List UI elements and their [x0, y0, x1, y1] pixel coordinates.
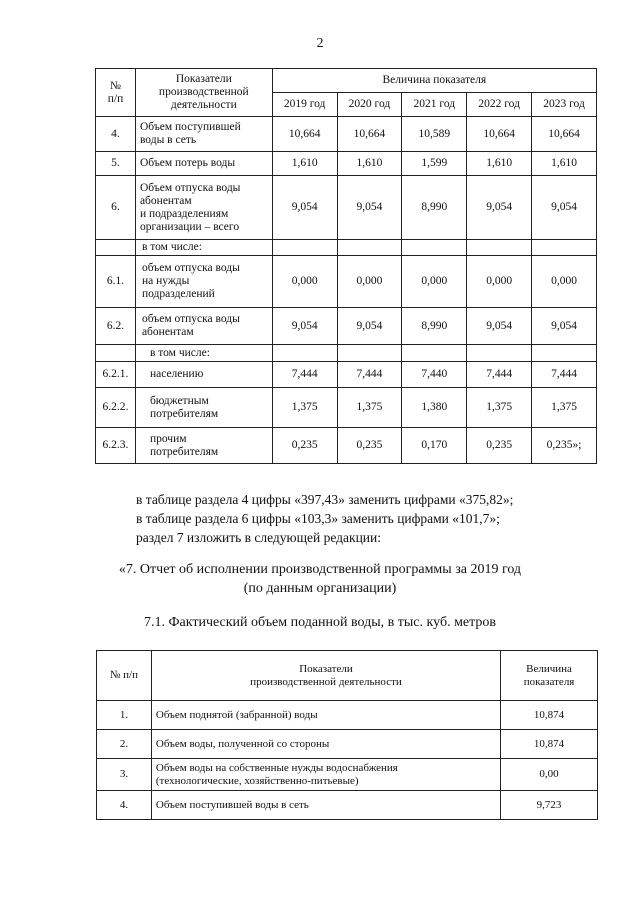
cell-value: 1,375 [337, 388, 402, 428]
table-row [97, 701, 598, 730]
cell-value: 9,054 [337, 176, 402, 240]
row-label: в том числе: [135, 240, 272, 256]
cell-value: 0,000 [467, 256, 532, 308]
header-indicator: Показатели производственной деятельности [151, 651, 500, 701]
amendment-paragraph: в таблице раздела 4 цифры «397,43» заменить цифрами «375,82»; [136, 492, 514, 507]
row-num: 5. [96, 152, 136, 176]
table-row [97, 791, 598, 820]
row-label: Объем воды, полученной со стороны [151, 730, 500, 759]
cell-value [272, 240, 337, 256]
cell-value: 1,599 [402, 152, 467, 176]
table-row [96, 345, 597, 362]
cell-value [402, 345, 467, 362]
cell-value: 9,054 [467, 176, 532, 240]
table-row [96, 308, 597, 345]
cell-value [532, 345, 597, 362]
table-row [97, 730, 598, 759]
cell-value: 1,375 [532, 388, 597, 428]
cell-value: 1,610 [467, 152, 532, 176]
cell-value: 9,054 [532, 176, 597, 240]
row-num: 1. [97, 701, 152, 730]
cell-value: 0,00 [501, 759, 598, 791]
cell-value: 1,375 [467, 388, 532, 428]
cell-value [337, 240, 402, 256]
year-header: 2020 год [337, 93, 402, 117]
table-row [96, 176, 597, 240]
cell-value: 7,444 [532, 362, 597, 388]
row-num: 4. [96, 117, 136, 152]
row-num: 6.2. [96, 308, 136, 345]
table-row [96, 428, 597, 464]
cell-value: 0,000 [272, 256, 337, 308]
cell-value: 0,000 [402, 256, 467, 308]
section-title: «7. Отчет об исполнении производственной программы за 2019 год (по данным организации) [118, 562, 522, 596]
table-row [96, 388, 597, 428]
cell-value [467, 240, 532, 256]
cell-value: 1,610 [337, 152, 402, 176]
cell-value: 9,054 [532, 308, 597, 345]
row-label: прочим потребителям [135, 428, 272, 464]
cell-value: 1,375 [272, 388, 337, 428]
subsection-title: 7.1. Фактический объем поданной воды, в тыс. куб. метров [143, 615, 497, 630]
cell-value: 7,444 [272, 362, 337, 388]
cell-value: 0,000 [532, 256, 597, 308]
cell-value: 10,664 [467, 117, 532, 152]
row-label: Объем воды на собственные нужды водоснабжения (технологические, хозяйственно-питьевые) [151, 759, 500, 791]
row-num: 6.2.2. [96, 388, 136, 428]
row-label: Объем поступившей воды в сеть [151, 791, 500, 820]
cell-value: 0,000 [337, 256, 402, 308]
cell-value: 0,235»; [532, 428, 597, 464]
water-supply-table [96, 650, 598, 820]
cell-value: 8,990 [402, 176, 467, 240]
table-row [96, 117, 597, 152]
row-num: 6.2.3. [96, 428, 136, 464]
table-row [96, 362, 597, 388]
cell-value: 7,444 [337, 362, 402, 388]
header-num: № п/п [97, 651, 152, 701]
cell-value: 10,664 [532, 117, 597, 152]
year-header: 2019 год [272, 93, 337, 117]
cell-value: 9,054 [337, 308, 402, 345]
year-header: 2022 год [467, 93, 532, 117]
row-num: 2. [97, 730, 152, 759]
row-label: Объем поднятой (забранной) воды [151, 701, 500, 730]
cell-value: 0,235 [337, 428, 402, 464]
cell-value: 9,054 [467, 308, 532, 345]
header-value: Величина показателя [501, 651, 598, 701]
cell-value [402, 240, 467, 256]
table-row [96, 256, 597, 308]
row-num: 3. [97, 759, 152, 791]
page-number: 2 [316, 36, 324, 51]
year-header: 2021 год [402, 93, 467, 117]
amendment-paragraph: в таблице раздела 6 цифры «103,3» заменить цифрами «101,7»; [136, 511, 500, 526]
year-header: 2023 год [532, 93, 597, 117]
cell-value: 10,664 [272, 117, 337, 152]
amendment-paragraph: раздел 7 изложить в следующей редакции: [136, 530, 382, 545]
row-num: 4. [97, 791, 152, 820]
row-num [96, 345, 136, 362]
cell-value: 9,054 [272, 308, 337, 345]
cell-value: 9,054 [272, 176, 337, 240]
cell-value: 1,610 [272, 152, 337, 176]
row-label: объем отпуска воды абонентам [135, 308, 272, 345]
table-row [97, 759, 598, 791]
row-label: в том числе: [135, 345, 272, 362]
production-indicators-table [95, 68, 597, 464]
cell-value [337, 345, 402, 362]
cell-value: 10,589 [402, 117, 467, 152]
row-num: 6. [96, 176, 136, 240]
header-num: № п/п [96, 69, 136, 117]
cell-value: 7,440 [402, 362, 467, 388]
row-label: бюджетным потребителям [135, 388, 272, 428]
header-indicator: Показатели производственной деятельности [135, 69, 272, 117]
table-row [96, 240, 597, 256]
row-num: 6.1. [96, 256, 136, 308]
cell-value: 1,610 [532, 152, 597, 176]
cell-value: 7,444 [467, 362, 532, 388]
cell-value: 9,723 [501, 791, 598, 820]
cell-value: 8,990 [402, 308, 467, 345]
row-label: Объем потерь воды [135, 152, 272, 176]
cell-value: 0,170 [402, 428, 467, 464]
cell-value: 0,235 [272, 428, 337, 464]
table-row [96, 152, 597, 176]
row-label: Объем поступившей воды в сеть [135, 117, 272, 152]
header-value: Величина показателя [272, 69, 596, 93]
row-num: 6.2.1. [96, 362, 136, 388]
cell-value [467, 345, 532, 362]
row-label: объем отпуска воды на нужды подразделений [135, 256, 272, 308]
cell-value: 10,664 [337, 117, 402, 152]
row-label: населению [135, 362, 272, 388]
cell-value [272, 345, 337, 362]
cell-value: 0,235 [467, 428, 532, 464]
cell-value [532, 240, 597, 256]
row-num [96, 240, 136, 256]
cell-value: 10,874 [501, 730, 598, 759]
cell-value: 10,874 [501, 701, 598, 730]
row-label: Объем отпуска воды абонентам и подразделениям организации – всего [135, 176, 272, 240]
cell-value: 1,380 [402, 388, 467, 428]
